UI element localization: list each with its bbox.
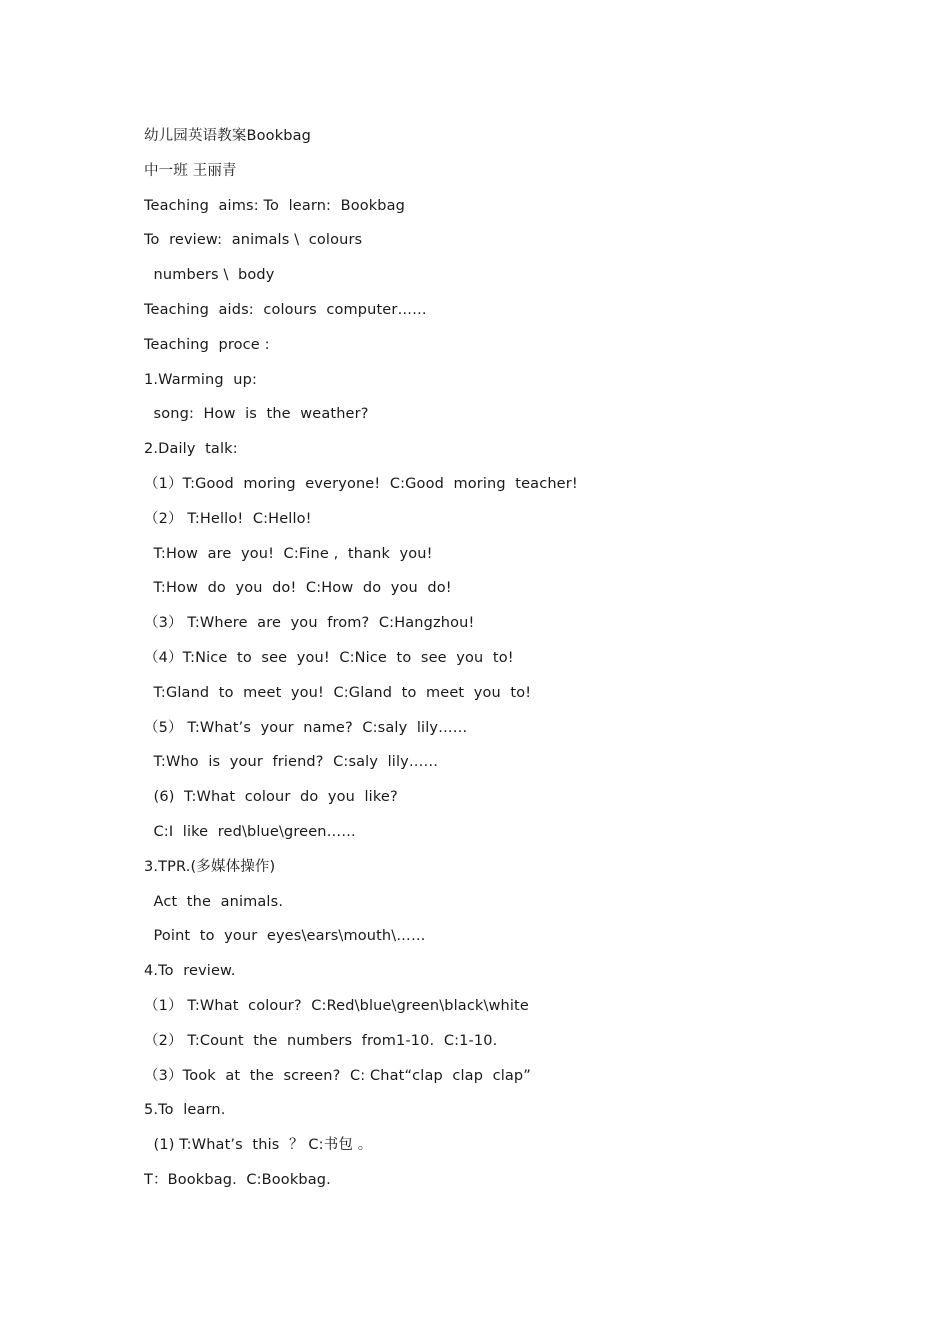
- section-heading: 2.Daily talk:: [144, 441, 238, 458]
- author-line: 中一班 王丽青: [144, 162, 237, 179]
- text-line: （3） T:Where are you from? C:Hangzhou!: [144, 615, 475, 632]
- section-heading: 3.TPR.(多媒体操作): [144, 858, 276, 875]
- text-line: （2） T:Hello! C:Hello!: [144, 510, 312, 527]
- text-line: To review: animals \ colours: [144, 232, 363, 249]
- section-heading: 1.Warming up:: [144, 371, 257, 388]
- document-body: [144, 124, 864, 1203]
- text-line: Act the animals.: [144, 893, 284, 910]
- text-line: Point to your eyes\ears\mouth\……: [144, 928, 426, 945]
- section-heading: 5.To learn.: [144, 1102, 226, 1119]
- text-line: Teaching aids: colours computer……: [144, 301, 427, 318]
- text-line: Teaching aims: To learn: Bookbag: [144, 197, 406, 214]
- document-title: 幼儿园英语教案Bookbag: [144, 128, 311, 144]
- section-heading: 4.To review.: [144, 963, 236, 980]
- text-line: T:Gland to meet you! C:Gland to meet you to!: [144, 684, 532, 701]
- text-line: （2） T:Count the numbers from1-10. C:1-10.: [144, 1032, 498, 1049]
- text-line: (6) T:What colour do you like?: [144, 789, 398, 806]
- text-line: T:How do you do! C:How do you do!: [144, 580, 452, 597]
- text-line: song: How is the weather?: [144, 406, 369, 423]
- text-line: Teaching proce :: [144, 336, 270, 353]
- text-line: （1） T:What colour? C:Red\blue\green\black\white: [144, 997, 529, 1014]
- text-line: T:How are you! C:Fine , thank you!: [144, 545, 433, 562]
- text-line: C:I like red\blue\green……: [144, 823, 356, 840]
- text-line: （3）Took at the screen? C: Chat“clap clap clap”: [144, 1067, 531, 1084]
- text-line: (1) T:What’s this ？ C:书包 。: [144, 1137, 373, 1154]
- text-line: （4）T:Nice to see you! C:Nice to see you to!: [144, 649, 514, 666]
- text-line: T:Who is your friend? C:saly lily……: [144, 754, 439, 771]
- text-line: numbers \ body: [144, 267, 275, 284]
- text-line: （1）T:Good moring everyone! C:Good moring teacher!: [144, 475, 578, 492]
- text-line: T：Bookbag. C:Bookbag.: [144, 1171, 331, 1188]
- text-line: （5） T:What’s your name? C:saly lily……: [144, 719, 468, 736]
